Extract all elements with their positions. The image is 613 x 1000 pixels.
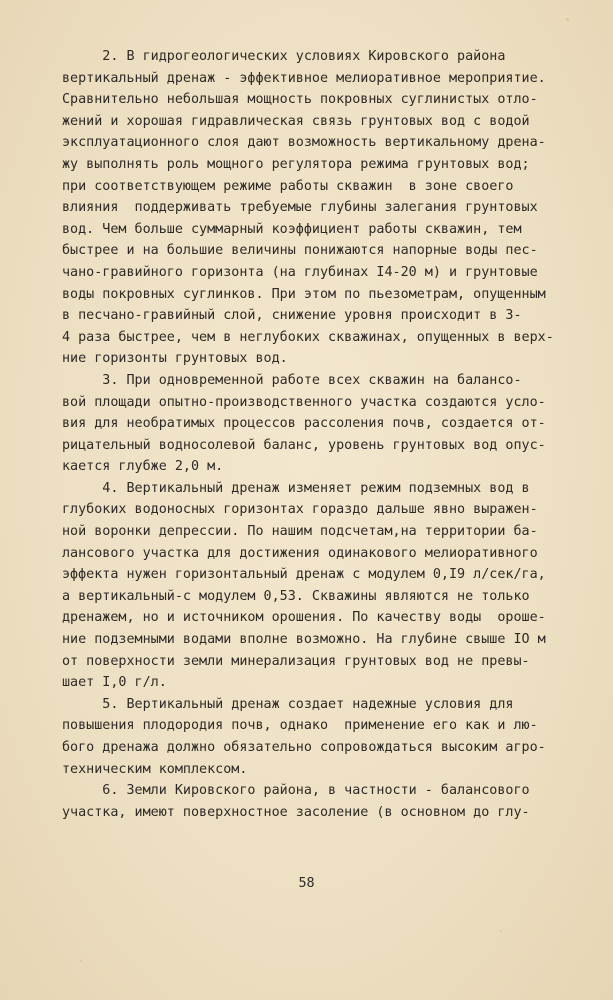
text-line: быстрее и на большие величины понижаются напорные воды пес- [62,243,538,259]
text-line: от поверхности земли минерализация грунтовых вод не превы- [62,653,530,669]
text-line: ной воронки депрессии. По нашим подсчетам,на территории ба- [62,524,538,540]
paper-speck [80,960,82,962]
text-line: дренажем, но и источником орошения. По качеству воды ороше- [62,610,546,626]
text-line: жений и хорошая гидравлическая связь грунтовых вод с водой [62,113,530,129]
text-line: повышения плодородия почв, однако применение его как и лю- [62,718,538,734]
text-line: рицательный водносолевой баланс, уровень грунтовых вод опус- [62,437,546,453]
text-line: влияния поддерживать требуемые глубины залегания грунтовых [62,200,538,216]
text-line: участка, имеют поверхностное засоление (в основном до глу- [62,804,530,820]
paper-speck [500,930,502,932]
text-line: лансового участка для достижения одинакового мелиоративного [62,545,538,561]
text-line: чано-гравийного горизонта (на глубинах I4-20 м) и грунтовые [62,264,538,280]
text-line: техническим комплексом. [62,761,248,777]
text-line: воды покровных суглинков. При этом по пьезометрам, опущенным [62,286,546,302]
text-line: при соответствующем режиме работы скважин в зоне своего [62,178,514,194]
paper-speck [566,18,569,21]
body-text [62,46,592,823]
text-line: вия для необратимых процессов рассоления почв, создается от- [62,416,546,432]
text-line: шает I,0 г/л. [62,675,167,691]
text-line: кается глубже 2,0 м. [62,459,224,475]
text-line: а вертикальный-с модулем 0,53. Скважины являются не только [62,588,530,604]
text-line: 4. Вертикальный дренаж изменяет режим подземных вод в [62,480,530,496]
text-line: жу выполнять роль мощного регулятора режима грунтовых вод; [62,156,530,172]
text-line: глубоких водоносных горизонтах гораздо дальше явно выражен- [62,502,538,518]
text-line: Сравнительно небольшая мощность покровных суглинистых отло- [62,92,538,108]
text-line: 5. Вертикальный дренаж создает надежные условия для [62,696,514,712]
page-number: 58 [298,876,315,891]
text-line: эффекта нужен горизонтальный дренаж с модулем 0,I9 л/сек/га, [62,567,546,583]
text-line: ние горизонты грунтовых вод. [62,351,288,367]
text-line: 4 раза быстрее, чем в неглубоких скважинах, опущенных в верх- [62,329,554,345]
text-line: вой площади опытно-производственного участка создаются усло- [62,394,546,410]
text-line: 3. При одновременной работе всех скважин на балансо- [62,372,522,388]
text-line: в песчано-гравийный слой, снижение уровня происходит в 3- [62,308,522,324]
text-line: эксплуатационного слоя дают возможность вертикальному дрена- [62,135,546,151]
text-line: 6. Земли Кировского района, в частности - балансового [62,783,530,799]
text-line: вод. Чем больше суммарный коэффициент работы скважин, тем [62,221,522,237]
text-line: ние подземными водами вполне возможно. На глубине свыше IO м [62,632,546,648]
text-line: бого дренажа должно обязательно сопровождаться высоким агро- [62,740,546,755]
text-line: вертикальный дренаж - эффективное мелиоративное мероприятие. [62,70,546,86]
text-line: 2. В гидрогеологических условиях Кировского района [62,49,506,64]
